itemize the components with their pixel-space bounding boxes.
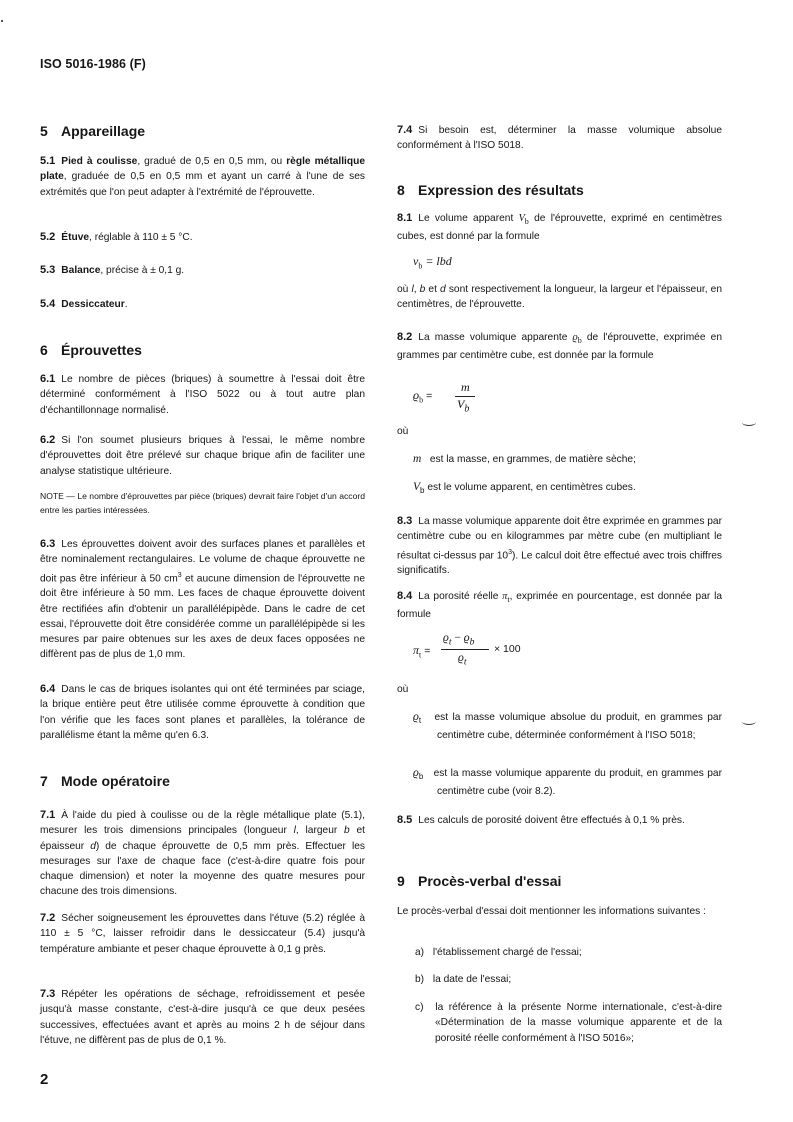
- paragraph-6-1: [40, 372, 365, 418]
- text: et aucune dimension de l'éprouvette ne doit être inférieure à 50 mm. Les faces de chaque éprouvette doivent être rectifiées afin d'obtenir un parallélépipède. Dans le cadre de cet essai, l'éprouvette doit être considérée comme un parallélépipède si les mesures par paire obtenues sur les axes de deux faces opposées ne diffèrent pas de plus de 1,0 mm.: [40, 572, 365, 661]
- definition-m: [413, 452, 722, 467]
- section-number: 8: [397, 182, 405, 198]
- clause-number: 8.3: [397, 515, 413, 527]
- list-label: b): [415, 974, 425, 985]
- text: est la masse volumique apparente du produit, en grammes par centimètre cube (voir 8.2).: [433, 768, 722, 798]
- clause-number: 8.1: [397, 212, 413, 224]
- section-title: Éprouvettes: [61, 342, 142, 358]
- margin-mark: [742, 718, 756, 725]
- symbol: π: [413, 643, 420, 657]
- paragraph-7-1: [40, 808, 365, 900]
- text: , graduée de 0,5 en 0,5 mm et ayant un carré à l'une de ses extrémités que l'on peut adapter à l'extrémité de l'éprouvette.: [40, 171, 365, 198]
- paragraph-7-4: [397, 123, 722, 154]
- text: la date de l'essai;: [432, 974, 512, 985]
- symbol-letter: π: [502, 591, 508, 602]
- clause-number: 5.4: [40, 298, 56, 310]
- fraction-numerator: m: [461, 380, 470, 394]
- section-7-heading: [40, 773, 170, 789]
- text: et épaisseur: [40, 825, 366, 852]
- clause-number: 6.4: [40, 683, 56, 695]
- text: et: [425, 284, 441, 295]
- bold-term: Étuve: [61, 232, 90, 243]
- section-9-heading: [397, 873, 561, 889]
- clause-number: 8.4: [397, 590, 413, 602]
- text: ) de chaque éprouvette de 0,5 mm près. Effectuer les mesurages sur l'axe de chaque face (c'est-à-dire quatre fois pour chaque dimension) et noter la moyenne des quatre mesures pour chacune des trois dimensions.: [40, 840, 365, 898]
- clause-number: 6.2: [40, 434, 56, 446]
- page-number: 2: [40, 1071, 49, 1088]
- paragraph-7-2: [40, 911, 365, 957]
- bold-term: Balance: [61, 265, 101, 276]
- clause-number: 5.2: [40, 231, 56, 243]
- section-title: Expression des résultats: [418, 182, 584, 198]
- subscript: t: [418, 716, 422, 726]
- superscript: 3: [177, 571, 182, 579]
- times-100: × 100: [494, 643, 521, 655]
- text: où: [397, 284, 412, 295]
- paragraph-8-1-where: où l, b et d sont respectivement la longueur, la largeur et l'épaisseur, en centimètres, de l'éprouvette.: [397, 284, 722, 311]
- subscript: b: [577, 336, 582, 346]
- text: Les éprouvettes doivent avoir des surfaces planes et parallèles et être nominalement rectangulaires. Le volume de chaque éprouvette ne doit pas être inférieur à 50 cm: [40, 539, 365, 584]
- section-number: 7: [40, 773, 48, 789]
- definition-rho-b: [413, 766, 722, 800]
- text: Si l'on soumet plusieurs briques à l'essai, le même nombre d'éprouvettes doit être prélevé sur chaque brique afin de faciliter une analyse statistique ultérieure.: [40, 435, 365, 477]
- text: .: [124, 299, 128, 310]
- paragraph-6-2: [40, 433, 365, 479]
- symbol: l: [411, 284, 414, 295]
- clause-number: 6.1: [40, 373, 56, 385]
- paragraph-5-1: [40, 154, 365, 200]
- text: , exprimée en pourcentage, est donnée par la formule: [397, 591, 722, 621]
- subscript: t: [448, 636, 452, 648]
- text: , gradué de 0,5 en 0,5 mm, ou: [137, 156, 287, 167]
- subscript: b: [418, 261, 423, 271]
- subscript: t: [419, 650, 422, 660]
- paragraph-6-4: [40, 682, 365, 743]
- text: La porosité réelle: [418, 591, 503, 602]
- text: de l'éprouvette, exprimé en centimètres cubes, est donné par la formule: [397, 213, 722, 243]
- formula-rhs: = lbd: [425, 254, 452, 268]
- list-item-c: [415, 1000, 722, 1046]
- where-label: où: [397, 684, 409, 695]
- symbol: v: [413, 254, 419, 268]
- section-5-heading: [40, 123, 145, 139]
- section-title: Appareillage: [61, 123, 146, 139]
- text: Sécher soigneusement les éprouvettes dans l'étuve (5.2) réglée à 110 ± 5 °C, laisser refroidir dans le dessiccateur (5.4) jusqu'à température ambiante et peser chaque éprouvette à 0,1 g près.: [40, 913, 365, 955]
- document-id-header: ISO 5016-1986 (F): [40, 57, 146, 71]
- symbol: ϱ: [458, 652, 464, 664]
- symbol: ϱ: [413, 711, 419, 723]
- subscript: b: [418, 772, 424, 782]
- paragraph-8-5: [397, 813, 722, 828]
- clause-number: 6.3: [40, 538, 56, 550]
- clause-number: 8.5: [397, 814, 413, 826]
- paragraph-5-4: [40, 297, 365, 312]
- superscript: 3: [508, 548, 512, 556]
- section-8-heading: [397, 182, 584, 198]
- paragraph-7-3: [40, 987, 365, 1048]
- text: est la masse volumique absolue du produit, en grammes par centimètre cube, déterminée conformément à l'ISO 5018;: [434, 712, 722, 742]
- paragraph-5-3: [40, 263, 365, 278]
- subscript: b: [420, 486, 425, 496]
- paragraph-6-3: [40, 537, 365, 663]
- scan-speck: [1, 20, 3, 22]
- section-number: 5: [40, 123, 48, 139]
- text: est le volume apparent, en centimètres cubes.: [427, 482, 636, 493]
- subscript: b: [419, 395, 424, 405]
- bold-term: règle métallique plate: [40, 156, 365, 183]
- text: la référence à la présente Norme internationale, c'est-à-dire «Détermination de la masse volumique apparente et de la porosité réelle conformément à l'ISO 5016»;: [435, 1002, 722, 1044]
- definition-rho-t: [413, 710, 722, 744]
- equation-lhs: [413, 388, 432, 404]
- symbol-letter: ϱ: [572, 332, 578, 343]
- text: Le volume apparent: [418, 213, 519, 224]
- margin-mark: [742, 419, 756, 426]
- list-item-b: [415, 972, 722, 987]
- text: La masse volumique apparente: [418, 332, 573, 343]
- fraction-bar: [441, 649, 489, 650]
- symbol-pi-t: [502, 591, 510, 605]
- paragraph-8-3: [397, 514, 722, 579]
- symbol-Vb: [518, 213, 529, 227]
- paragraph-8-2: [397, 330, 722, 364]
- text: Répéter les opérations de séchage, refroidissement et pesée jusqu'à masse constante, c'est-à-dire jusqu'à ce que deux pesées successives, effectuées avant et après au moins 2 h de séjour dans l'étuve, ne diffèrent pas de plus de 0,1 %.: [40, 989, 365, 1046]
- text: , réglable à 110 ± 5 °C.: [89, 232, 193, 243]
- porosity-lhs: [413, 643, 430, 659]
- text: de l'éprouvette, exprimée en grammes par centimètre cube, est donnée par la formule: [397, 332, 722, 362]
- section-9-intro: Le procès-verbal d'essai doit mentionner les informations suivantes :: [397, 906, 706, 917]
- symbol: V: [413, 481, 421, 493]
- paragraph-8-1: [397, 211, 722, 245]
- text: À l'aide du pied à coulisse ou de la règle métallique plate (5.1), mesurer les trois dimensions principales (longueur: [40, 810, 365, 837]
- symbol-letter: V: [518, 213, 525, 224]
- paragraph-5-2: [40, 230, 365, 245]
- section-number: 6: [40, 342, 48, 358]
- list-label: c): [415, 1002, 424, 1013]
- note-6-2: NOTE — Le nombre d'éprouvettes par pièce (briques) devrait faire l'objet d'un accord entre les parties intéressées.: [40, 491, 365, 515]
- symbol-rho-b: [572, 332, 582, 346]
- clause-number: 7.4: [397, 124, 413, 136]
- text: ). Le calcul doit être effectué avec trois chiffres significatifs.: [397, 549, 722, 577]
- equals-sign: =: [424, 645, 431, 657]
- section-6-heading: [40, 342, 142, 358]
- list-label: a): [415, 947, 425, 958]
- bold-term: Pied à coulisse: [61, 156, 138, 167]
- symbol: d: [440, 284, 446, 295]
- symbol: ϱ: [463, 632, 470, 644]
- paragraph-8-4: [397, 589, 722, 623]
- subscript: b: [469, 636, 475, 648]
- text: , précise à ± 0,1 g.: [100, 265, 185, 276]
- symbol: ϱ: [413, 388, 420, 402]
- porosity-denominator: [458, 652, 467, 667]
- symbol: l: [293, 825, 296, 837]
- symbol: m: [413, 453, 422, 465]
- symbol: b: [419, 284, 426, 295]
- equation-volume: [413, 254, 452, 270]
- symbol: V: [457, 397, 465, 411]
- where-label: où: [397, 426, 409, 437]
- clause-number: 7.1: [40, 809, 56, 821]
- section-title: Procès-verbal d'essai: [418, 873, 562, 889]
- clause-number: 5.1: [40, 155, 56, 167]
- symbol: d: [90, 840, 96, 852]
- subscript: b: [524, 217, 529, 227]
- equals-sign: =: [426, 390, 433, 402]
- clause-number: 8.2: [397, 331, 413, 343]
- symbol: ϱ: [443, 632, 449, 644]
- minus-sign: −: [454, 632, 461, 644]
- definition-Vb: [413, 480, 722, 498]
- text: La masse volumique apparente doit être exprimée en grammes par centimètre cube ou en kilogrammes par mètre cube (en multipliant le résultat ci-dessus par 10: [397, 516, 722, 561]
- clause-number: 7.3: [40, 988, 56, 1000]
- symbol: b: [344, 825, 350, 837]
- list-item-a: [415, 945, 722, 960]
- text: l'établissement chargé de l'essai;: [432, 947, 582, 958]
- fraction-denominator: [457, 397, 469, 414]
- symbol: ϱ: [413, 767, 419, 779]
- text: Dans le cas de briques isolantes qui ont été terminées par sciage, la brique entière peut être utilisée comme éprouvette à condition que l'on vérifie que les faces sont planes et parallèles, la tolérance de parallélisme étant la même qu'en 6.3.: [40, 684, 365, 741]
- text: sont respectivement la longueur, la largeur et l'épaisseur, en centimètres, de l'éprouvette.: [397, 284, 722, 311]
- text: Si besoin est, déterminer la masse volumique absolue conformément à l'ISO 5018.: [397, 125, 722, 152]
- section-number: 9: [397, 873, 405, 889]
- subscript: t: [507, 595, 510, 605]
- clause-number: 5.3: [40, 264, 56, 276]
- text: Les calculs de porosité doivent être effectués à 0,1 % près.: [418, 815, 685, 826]
- section-title: Mode opératoire: [61, 773, 170, 789]
- text: , largeur: [295, 825, 345, 837]
- subscript: t: [463, 656, 467, 668]
- clause-number: 7.2: [40, 912, 56, 924]
- subscript: b: [464, 403, 470, 415]
- text: est la masse, en grammes, de matière sèche;: [429, 454, 636, 465]
- bold-term: Dessiccateur: [61, 299, 125, 310]
- text: Le nombre de pièces (briques) à soumettre à l'essai doit être déterminé conformément à l'ISO 5022 ou à tout autre plan d'échantillonnage normalisé.: [40, 374, 365, 416]
- porosity-numerator: [443, 632, 474, 647]
